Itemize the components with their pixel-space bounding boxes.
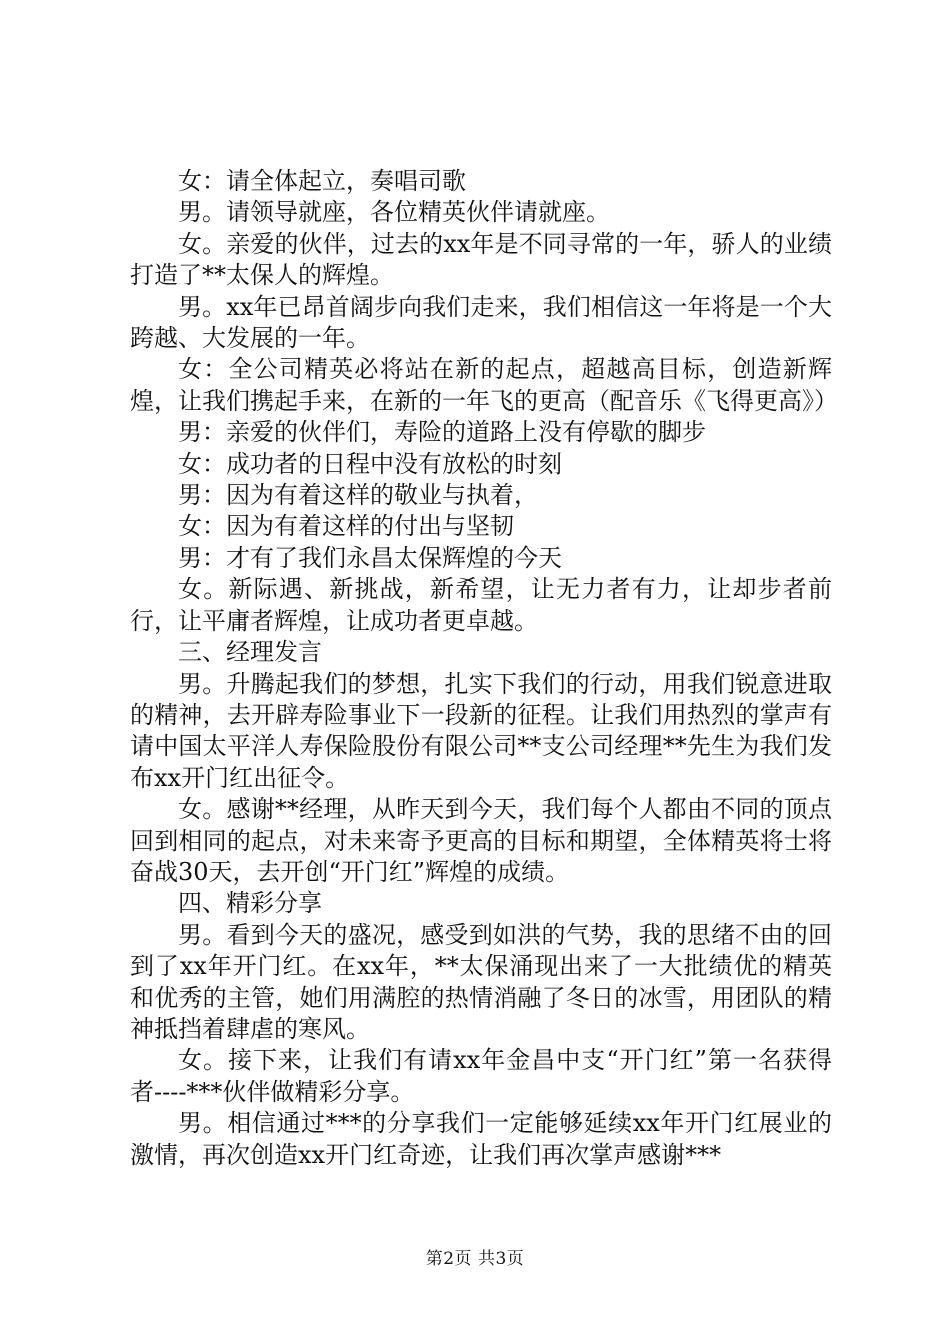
paragraph: 女。亲爱的伙伴，过去的xx年是不同寻常的一年，骄人的业绩打造了**太保人的辉煌。	[130, 229, 832, 290]
paragraph: 男。相信通过***的分享我们一定能够延续xx年开门红展业的激情，再次创造xx开门红奇迹，让我们再次掌声感谢***	[130, 1109, 832, 1169]
paragraph: 女。新际遇、新挑战，新希望，让无力者有力，让却步者前行，让平庸者辉煌，让成功者更卓越。	[130, 575, 832, 635]
paragraph: 男：亲爱的伙伴们，寿险的道路上没有停歇的脚步	[178, 418, 706, 447]
paragraph: 女。接下来，让我们有请xx年金昌中支“开门红”第一名获得者----***伙伴做精彩分享。	[130, 1046, 832, 1106]
paragraph: 女：请全体起立，奏唱司歌	[178, 167, 466, 195]
paragraph: 男。请领导就座，各位精英伙伴请就座。	[178, 198, 610, 227]
section-heading: 三、经理发言	[178, 638, 322, 667]
document-body	[130, 166, 838, 1171]
paragraph: 男。看到今天的盛况，感受到如洪的气势，我的思绪不由的回到了xx年开门红。在xx年，**太保涌现出来了一大批绩优的精英和优秀的主管，她们用满腔的热情消融了冬日的冰雪，用团队的精神抵挡着肆虐的寒风。	[130, 920, 832, 1043]
paragraph: 女：全公司精英必将站在新的起点，超越高目标，创造新辉煌，让我们携起手来，在新的一年飞的更高（配音乐《飞得更高》）	[130, 355, 838, 415]
page-number-footer: 第2页 共3页	[425, 1249, 525, 1269]
paragraph: 男。升腾起我们的梦想，扎实下我们的行动，用我们锐意进取的精神，去开辟寿险事业下一段新的征程。让我们用热烈的掌声有请中国太平洋人寿保险股份有限公司**支公司经理**先生为我们发布xx开门红出征令。	[130, 669, 832, 792]
section-heading: 四、精彩分享	[178, 889, 322, 918]
paragraph: 女：成功者的日程中没有放松的时刻	[178, 449, 562, 478]
paragraph: 男：才有了我们永昌太保辉煌的今天	[178, 543, 562, 572]
paragraph: 男：因为有着这样的敬业与执着，	[178, 481, 538, 510]
paragraph: 女。感谢**经理，从昨天到今天，我们每个人都由不同的顶点回到相同的起点，对未来寄予更高的目标和期望，全体精英将士将奋战30天，去开创“开门红”辉煌的成绩。	[130, 795, 832, 886]
paragraph: 男。xx年已昂首阔步向我们走来，我们相信这一年将是一个大跨越、大发展的一年。	[130, 292, 832, 353]
paragraph: 女：因为有着这样的付出与坚韧	[178, 512, 514, 541]
